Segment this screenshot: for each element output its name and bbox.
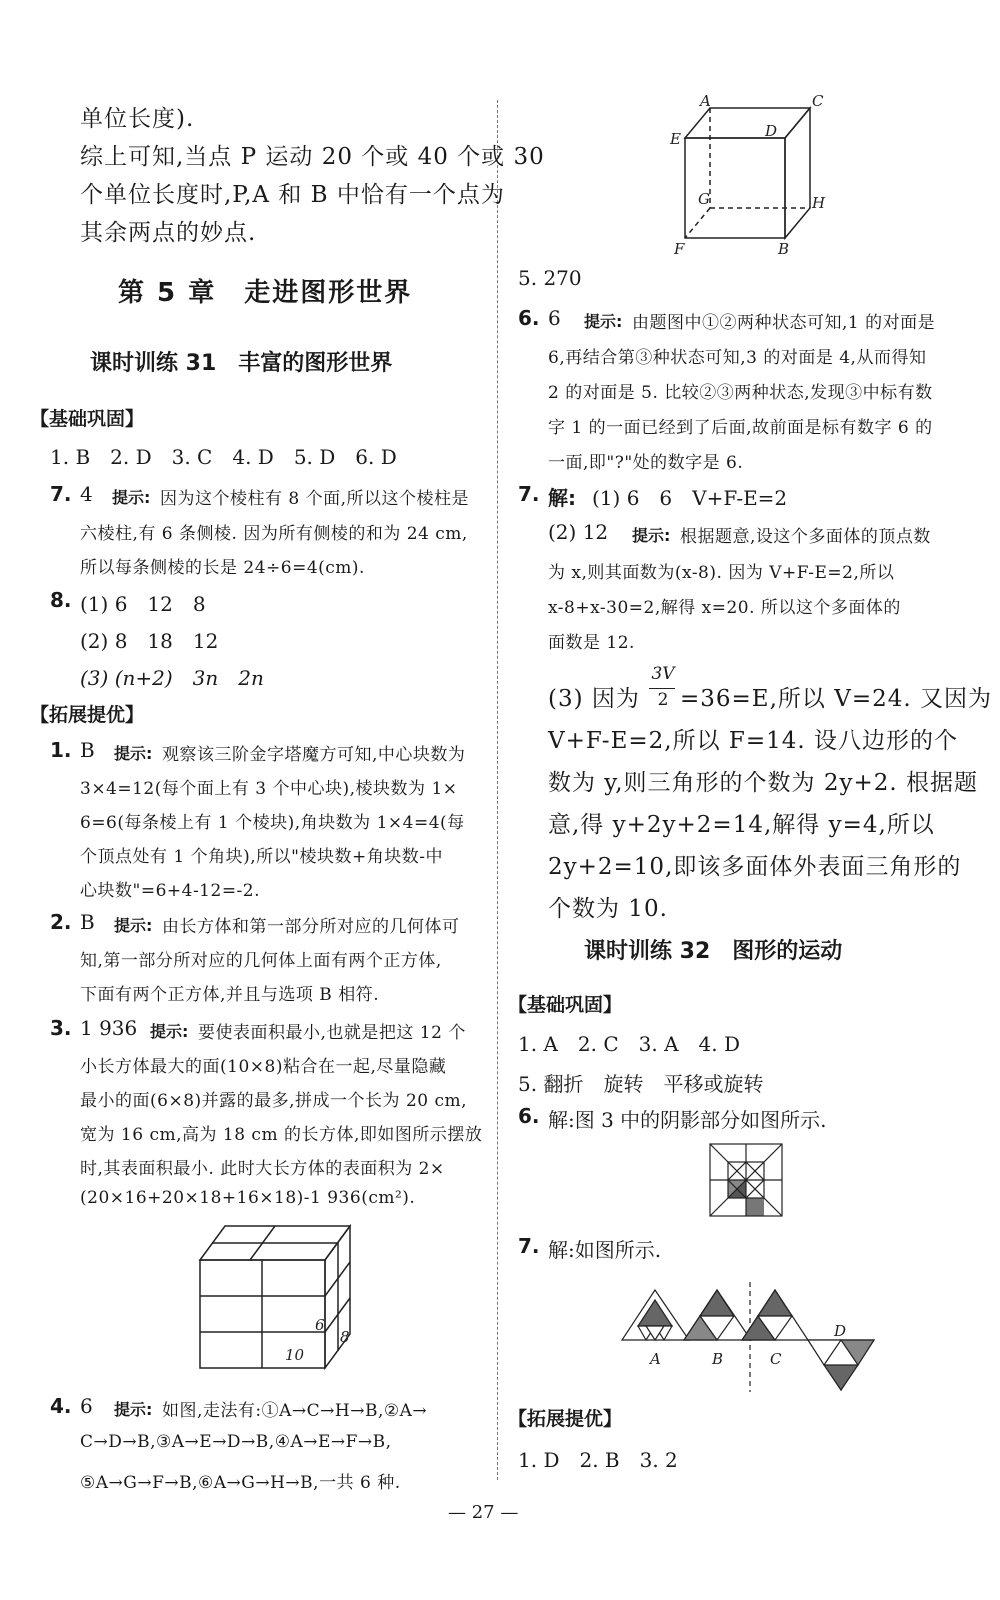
cube-figure <box>660 90 830 260</box>
e4-line-1: 如图,走法有:①A→C→H→B,②A→ <box>162 1401 428 1421</box>
fraction-numerator: 3V <box>651 664 675 684</box>
e3-line-1: 要使表面积最小,也就是把这 12 个 <box>198 1023 466 1043</box>
r7-part-1: (1) 6 6 V+F-E=2 <box>592 486 788 510</box>
e3-line-5: 时,其表面积最小. 此时大长方体的表面积为 2× <box>80 1159 445 1179</box>
r7-part-3-line-6: 个数为 10. <box>548 896 668 922</box>
answers-32-1-4: 1. A 2. C 3. A 4. D <box>518 1032 740 1056</box>
r6-number: 6. <box>518 306 540 330</box>
fraction-bar <box>649 688 675 689</box>
s6-text: 解:图 3 中的阴影部分如图所示. <box>548 1108 827 1132</box>
e2-number: 2. <box>50 910 72 934</box>
e1-hint-label: 提示: <box>114 744 153 763</box>
r7-part-3-lead: (3) 因为 <box>548 686 640 712</box>
e1-number: 1. <box>50 738 72 762</box>
stacked-boxes-figure <box>190 1218 370 1378</box>
r7-part-3-line-1: =36=E,所以 V=24. 又因为 <box>680 686 992 712</box>
r7-part-2-line-4: 面数是 12. <box>548 633 635 653</box>
e1-answer: B <box>80 738 95 762</box>
e4-number: 4. <box>50 1394 72 1418</box>
answer-32-5: 5. 翻折 旋转 平移或旋转 <box>518 1072 764 1096</box>
e3-number: 3. <box>50 1016 72 1040</box>
e2-line-1: 由长方体和第一部分所对应的几何体可 <box>162 917 460 937</box>
r7-part-2-answer: (2) 12 <box>548 520 609 544</box>
cube-label-b: B <box>778 240 790 258</box>
s7-number: 7. <box>518 1234 540 1258</box>
cube-label-g: G <box>698 190 710 208</box>
cube-label-h: H <box>812 194 826 212</box>
r7-part-3-line-5: 2y+2=10,即该多面体外表面三角形的 <box>548 854 962 880</box>
shaded-square-figure <box>708 1142 784 1218</box>
e4-answer: 6 <box>80 1394 93 1418</box>
e3-answer: 1 936 <box>80 1016 138 1040</box>
e1-line-5: 心块数"=6+4-12=-2. <box>80 881 261 901</box>
continuation-line-1: 单位长度). <box>80 106 195 132</box>
box-label-6: 6 <box>315 1316 325 1334</box>
q7-answer: 4 <box>80 482 93 506</box>
e2-line-2: 知,第一部分所对应的几何体上面有两个正方体, <box>80 951 442 971</box>
continuation-line-3: 个单位长度时,P,A 和 B 中恰有一个点为 <box>80 182 505 208</box>
tri-label-d: D <box>834 1322 847 1340</box>
box-label-10: 10 <box>285 1346 305 1364</box>
r6-line-5: 一面,即"?"处的数字是 6. <box>548 453 744 473</box>
e1-line-2: 3×4=12(每个面上有 3 个中心块),棱块数为 1× <box>80 779 458 799</box>
answers-32-ext: 1. D 2. B 3. 2 <box>518 1448 678 1472</box>
cube-label-d: D <box>765 122 778 140</box>
cube-label-e: E <box>670 130 681 148</box>
e2-line-3: 下面有两个正方体,并且与选项 B 相符. <box>80 985 380 1005</box>
cube-label-f: F <box>674 240 685 258</box>
r6-line-3: 2 的对面是 5. 比较②③两种状态,发现③中标有数 <box>548 383 933 403</box>
triangle-transform-figure <box>620 1282 880 1392</box>
right-extension-section-label: 【拓展提优】 <box>508 1408 623 1430</box>
e3-line-4: 宽为 16 cm,高为 18 cm 的长方体,即如图所示摆放 <box>80 1125 483 1145</box>
q7-number: 7. <box>50 482 72 506</box>
e1-line-1: 观察该三阶金字塔魔方可知,中心块数为 <box>162 745 466 765</box>
q7-line-1: 因为这个棱柱有 8 个面,所以这个棱柱是 <box>160 489 470 509</box>
r7-part-2-line-1: 根据题意,设这个多面体的顶点数 <box>680 527 931 547</box>
r6-line-1: 由题图中①②两种状态可知,1 的对面是 <box>632 313 936 333</box>
column-divider <box>497 100 498 1480</box>
e4-hint-label: 提示: <box>114 1400 153 1419</box>
r7-part-3-line-2: V+F-E=2,所以 F=14. 设八边形的个 <box>548 728 959 754</box>
continuation-line-2: 综上可知,当点 P 运动 20 个或 40 个或 30 <box>80 144 545 170</box>
q8-number: 8. <box>50 588 72 612</box>
extension-section-label: 【拓展提优】 <box>30 704 145 726</box>
e3-line-3: 最小的面(6×8)并露的最多,拼成一个长为 20 cm, <box>80 1091 468 1111</box>
cube-label-c: C <box>812 92 824 110</box>
e2-answer: B <box>80 910 95 934</box>
box-label-8: 8 <box>340 1328 350 1346</box>
r6-line-4: 字 1 的一面已经到了后面,故前面是标有数字 6 的 <box>548 418 933 438</box>
basic-section-label: 【基础巩固】 <box>30 408 145 430</box>
shade-2 <box>746 1198 764 1216</box>
tri-label-a: A <box>650 1350 661 1368</box>
r7-part-3-line-3: 数为 y,则三角形的个数为 2y+2. 根据题 <box>548 770 979 796</box>
e3-line-2: 小长方体最大的面(10×8)粘合在一起,尽量隐藏 <box>80 1057 447 1077</box>
page-number: — 27 — <box>448 1502 519 1523</box>
q8-part-3: (3) (n+2) 3n 2n <box>80 666 264 690</box>
e2-hint-label: 提示: <box>114 916 153 935</box>
r7-solution-label: 解: <box>548 486 576 510</box>
answers-1-6: 1. B 2. D 3. C 4. D 5. D 6. D <box>50 445 397 469</box>
q8-part-1: (1) 6 12 8 <box>80 592 206 616</box>
cube-label-a: A <box>700 92 711 110</box>
e4-line-2: C→D→B,③A→E→D→B,④A→E→F→B, <box>80 1432 392 1452</box>
q8-part-2: (2) 8 18 12 <box>80 629 219 653</box>
s7-text: 解:如图所示. <box>548 1238 662 1262</box>
chapter-title: 第 5 章 走进图形世界 <box>118 278 413 308</box>
e4-line-3: ⑤A→G→F→B,⑥A→G→H→B,一共 6 种. <box>80 1473 401 1493</box>
tri-label-c: C <box>770 1350 782 1368</box>
lesson-31-title: 课时训练 31 丰富的图形世界 <box>90 351 393 376</box>
r7-part-2-line-3: x-8+x-30=2,解得 x=20. 所以这个多面体的 <box>548 598 901 618</box>
e3-line-6: (20×16+20×18+16×18)-1 936(cm²). <box>80 1188 416 1208</box>
q7-hint-label: 提示: <box>112 488 151 507</box>
r6-line-2: 6,再结合第③种状态可知,3 的对面是 4,从而得知 <box>548 348 927 368</box>
s6-number: 6. <box>518 1104 540 1128</box>
r6-hint-label: 提示: <box>584 312 623 331</box>
r7-number: 7. <box>518 482 540 506</box>
tri-label-b: B <box>712 1350 724 1368</box>
q7-line-3: 所以每条侧棱的长是 24÷6=4(cm). <box>80 558 365 578</box>
e3-hint-label: 提示: <box>150 1022 189 1041</box>
right-basic-section-label: 【基础巩固】 <box>508 994 623 1016</box>
r7-part-3-line-4: 意,得 y+2y+2=14,解得 y=4,所以 <box>548 812 935 838</box>
r7-part-2-line-2: 为 x,则其面数为(x-8). 因为 V+F-E=2,所以 <box>548 563 895 583</box>
r6-answer: 6 <box>548 306 561 330</box>
q7-line-2: 六棱柱,有 6 条侧棱. 因为所有侧棱的和为 24 cm, <box>80 524 468 544</box>
lesson-32-title: 课时训练 32 图形的运动 <box>584 939 843 964</box>
answer-5: 5. 270 <box>518 266 582 290</box>
r7-part-2-hint-label: 提示: <box>632 526 671 545</box>
fraction-denominator: 2 <box>657 690 669 710</box>
e1-line-4: 个顶点处有 1 个角块),所以"棱块数+角块数-中 <box>80 847 443 867</box>
e1-line-3: 6=6(每条棱上有 1 个棱块),角块数为 1×4=4(每 <box>80 813 465 833</box>
continuation-line-4: 其余两点的妙点. <box>80 220 257 246</box>
